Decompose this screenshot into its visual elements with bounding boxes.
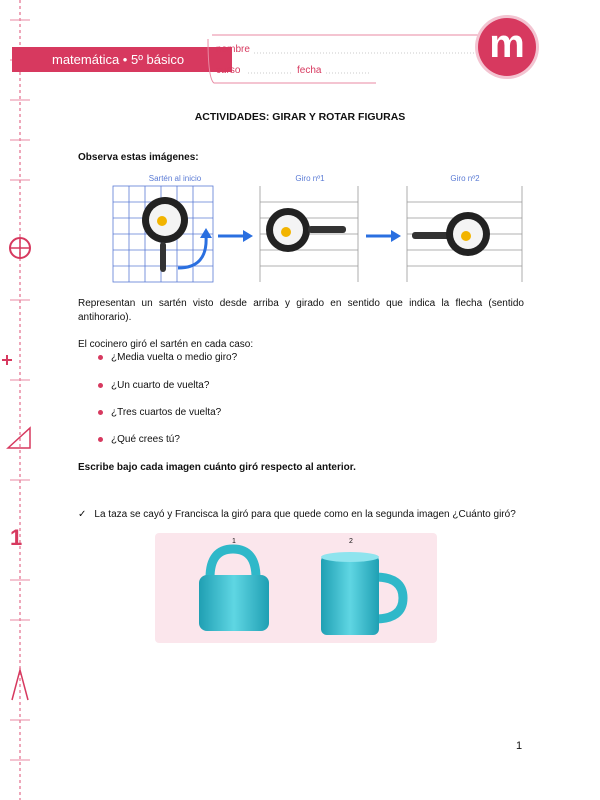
logo (478, 18, 536, 76)
cup-label-1: 1 (232, 538, 236, 545)
arrow-right-icon-2 (366, 230, 401, 242)
pan-turn2-icon (412, 212, 490, 256)
option-quarter-turn: ¿Un cuarto de vuelta? (98, 380, 209, 391)
pan-turn1-icon (266, 208, 346, 252)
frame-label-turn1: Giro nº1 (295, 174, 325, 183)
bullet-icon (98, 355, 103, 360)
subject-band (12, 47, 232, 72)
cup-upright-icon (321, 552, 403, 635)
svg-text:1: 1 (10, 525, 23, 550)
description-text: Representan un sartén visto desde arriba y girado en sentido que indica la flecha (sentido antihorario). (78, 298, 524, 323)
frame-label-start: Sartén al inicio (148, 174, 202, 183)
option-what-do-you-think: ¿Qué crees tú? (98, 434, 180, 445)
option-half-turn: ¿Media vuelta o medio giro? (98, 352, 237, 363)
checkmark-icon: ✓ (78, 509, 87, 520)
course-label: curso (216, 65, 241, 76)
bullet-icon (98, 383, 103, 388)
logo-letter: m (489, 22, 525, 66)
page-number: 1 (516, 740, 523, 752)
rotation-arrow-icon (178, 236, 206, 268)
date-label: fecha (297, 65, 322, 76)
pan-start-icon (142, 197, 188, 272)
instruction-text: Escribe bajo cada imagen cuánto giró respecto al anterior. (78, 462, 356, 473)
bullet-icon (98, 437, 103, 442)
cup-task: ✓ La taza se cayó y Francisca la giró para que quede como en la segunda imagen ¿Cuánto giró? (78, 509, 516, 520)
cup-illustration (155, 533, 437, 643)
bullet-icon (98, 410, 103, 415)
subject-label: matemática • 5º básico (52, 52, 185, 67)
frame-label-turn2: Giro nº2 (450, 174, 480, 183)
question-intro: El cocinero giró el sartén en cada caso: (78, 339, 254, 350)
arrow-right-icon (218, 230, 253, 242)
option-three-quarter-turn: ¿Tres cuartos de vuelta? (98, 407, 221, 418)
name-label: nombre (216, 44, 250, 55)
intro-text: Observa estas imágenes: (78, 152, 199, 163)
cup-label-2: 2 (349, 538, 353, 545)
pan-rotation-illustration (110, 184, 530, 286)
page-title: ACTIVIDADES: GIRAR Y ROTAR FIGURAS (194, 111, 406, 123)
cup-fallen-icon (199, 549, 269, 631)
student-info-box (206, 33, 506, 85)
